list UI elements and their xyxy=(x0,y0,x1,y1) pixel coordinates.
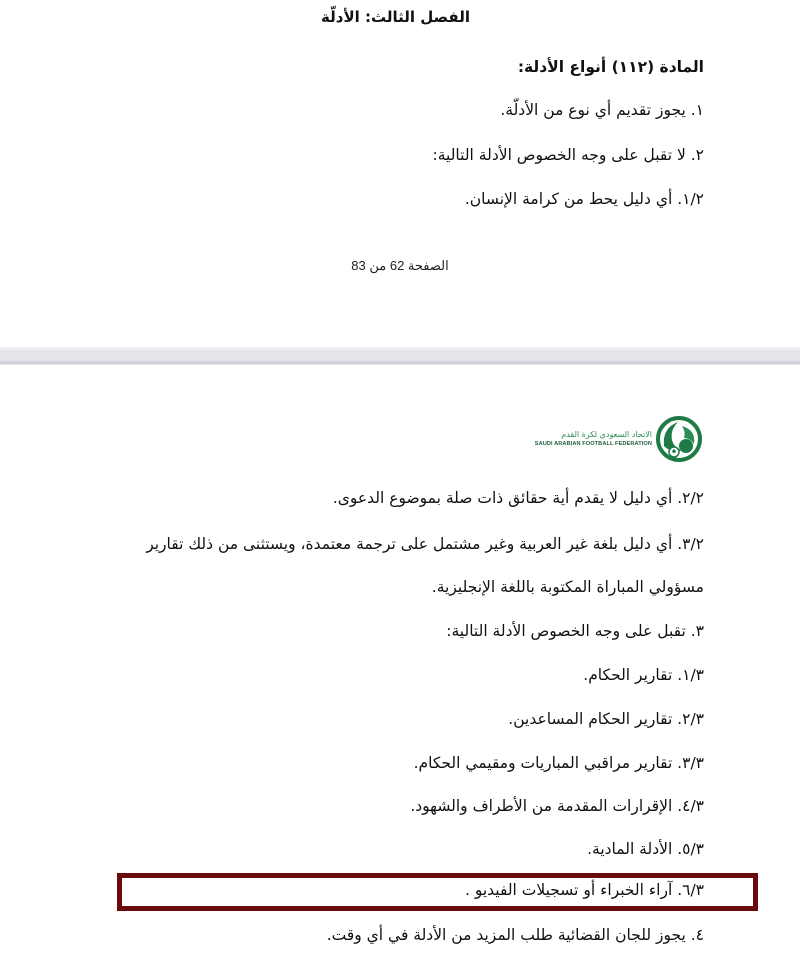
list-item: ٥/٣. الأدلة المادية. xyxy=(587,840,704,858)
list-item: ٣/٣. تقارير مراقبي المباريات ومقيمي الحكام. xyxy=(413,754,704,772)
list-item: ٢/٢. أي دليل لا يقدم أية حقائق ذات صلة بموضوع الدعوى. xyxy=(332,489,704,507)
list-item: ٤. يجوز للجان القضائية طلب المزيد من الأدلة في أي وقت. xyxy=(326,926,704,944)
list-item: ٢/٣. تقارير الحكام المساعدين. xyxy=(508,710,704,728)
list-item: ٣/٢. أي دليل بلغة غير العربية وغير مشتمل على ترجمة معتمدة، ويستثنى من ذلك تقارير xyxy=(146,535,704,553)
chapter-title: الفصل الثالث: الأدلّة xyxy=(321,8,470,26)
highlighted-list-item: ٦/٣. آراء الخبراء أو تسجيلات الفيديو . xyxy=(465,881,704,899)
page-separator xyxy=(0,347,800,365)
list-item: ٢. لا تقبل على وجه الخصوص الأدلة التالية: xyxy=(432,146,704,164)
federation-logo xyxy=(516,414,704,466)
list-item: ٣. تقبل على وجه الخصوص الأدلة التالية: xyxy=(446,622,704,640)
logo-english-name: SAUDI ARABIAN FOOTBALL FEDERATION xyxy=(534,441,652,447)
falcon-ball-emblem-icon xyxy=(656,416,702,462)
list-item: ٤/٣. الإقرارات المقدمة من الأطراف والشهود. xyxy=(410,797,704,815)
article-title: المادة (١١٢) أنواع الأدلة: xyxy=(517,58,704,76)
logo-arabic-name: الاتحاد السعودي لكرة القدم xyxy=(561,430,652,439)
page-number: الصفحة 62 من 83 xyxy=(351,258,449,273)
list-item: مسؤولي المباراة المكتوبة باللغة الإنجليزية. xyxy=(431,578,704,596)
list-item: ١. يجوز تقديم أي نوع من الأدلّة. xyxy=(500,101,704,119)
list-item: ١/٢. أي دليل يحط من كرامة الإنسان. xyxy=(464,190,704,208)
list-item: ١/٣. تقارير الحكام. xyxy=(583,666,704,684)
